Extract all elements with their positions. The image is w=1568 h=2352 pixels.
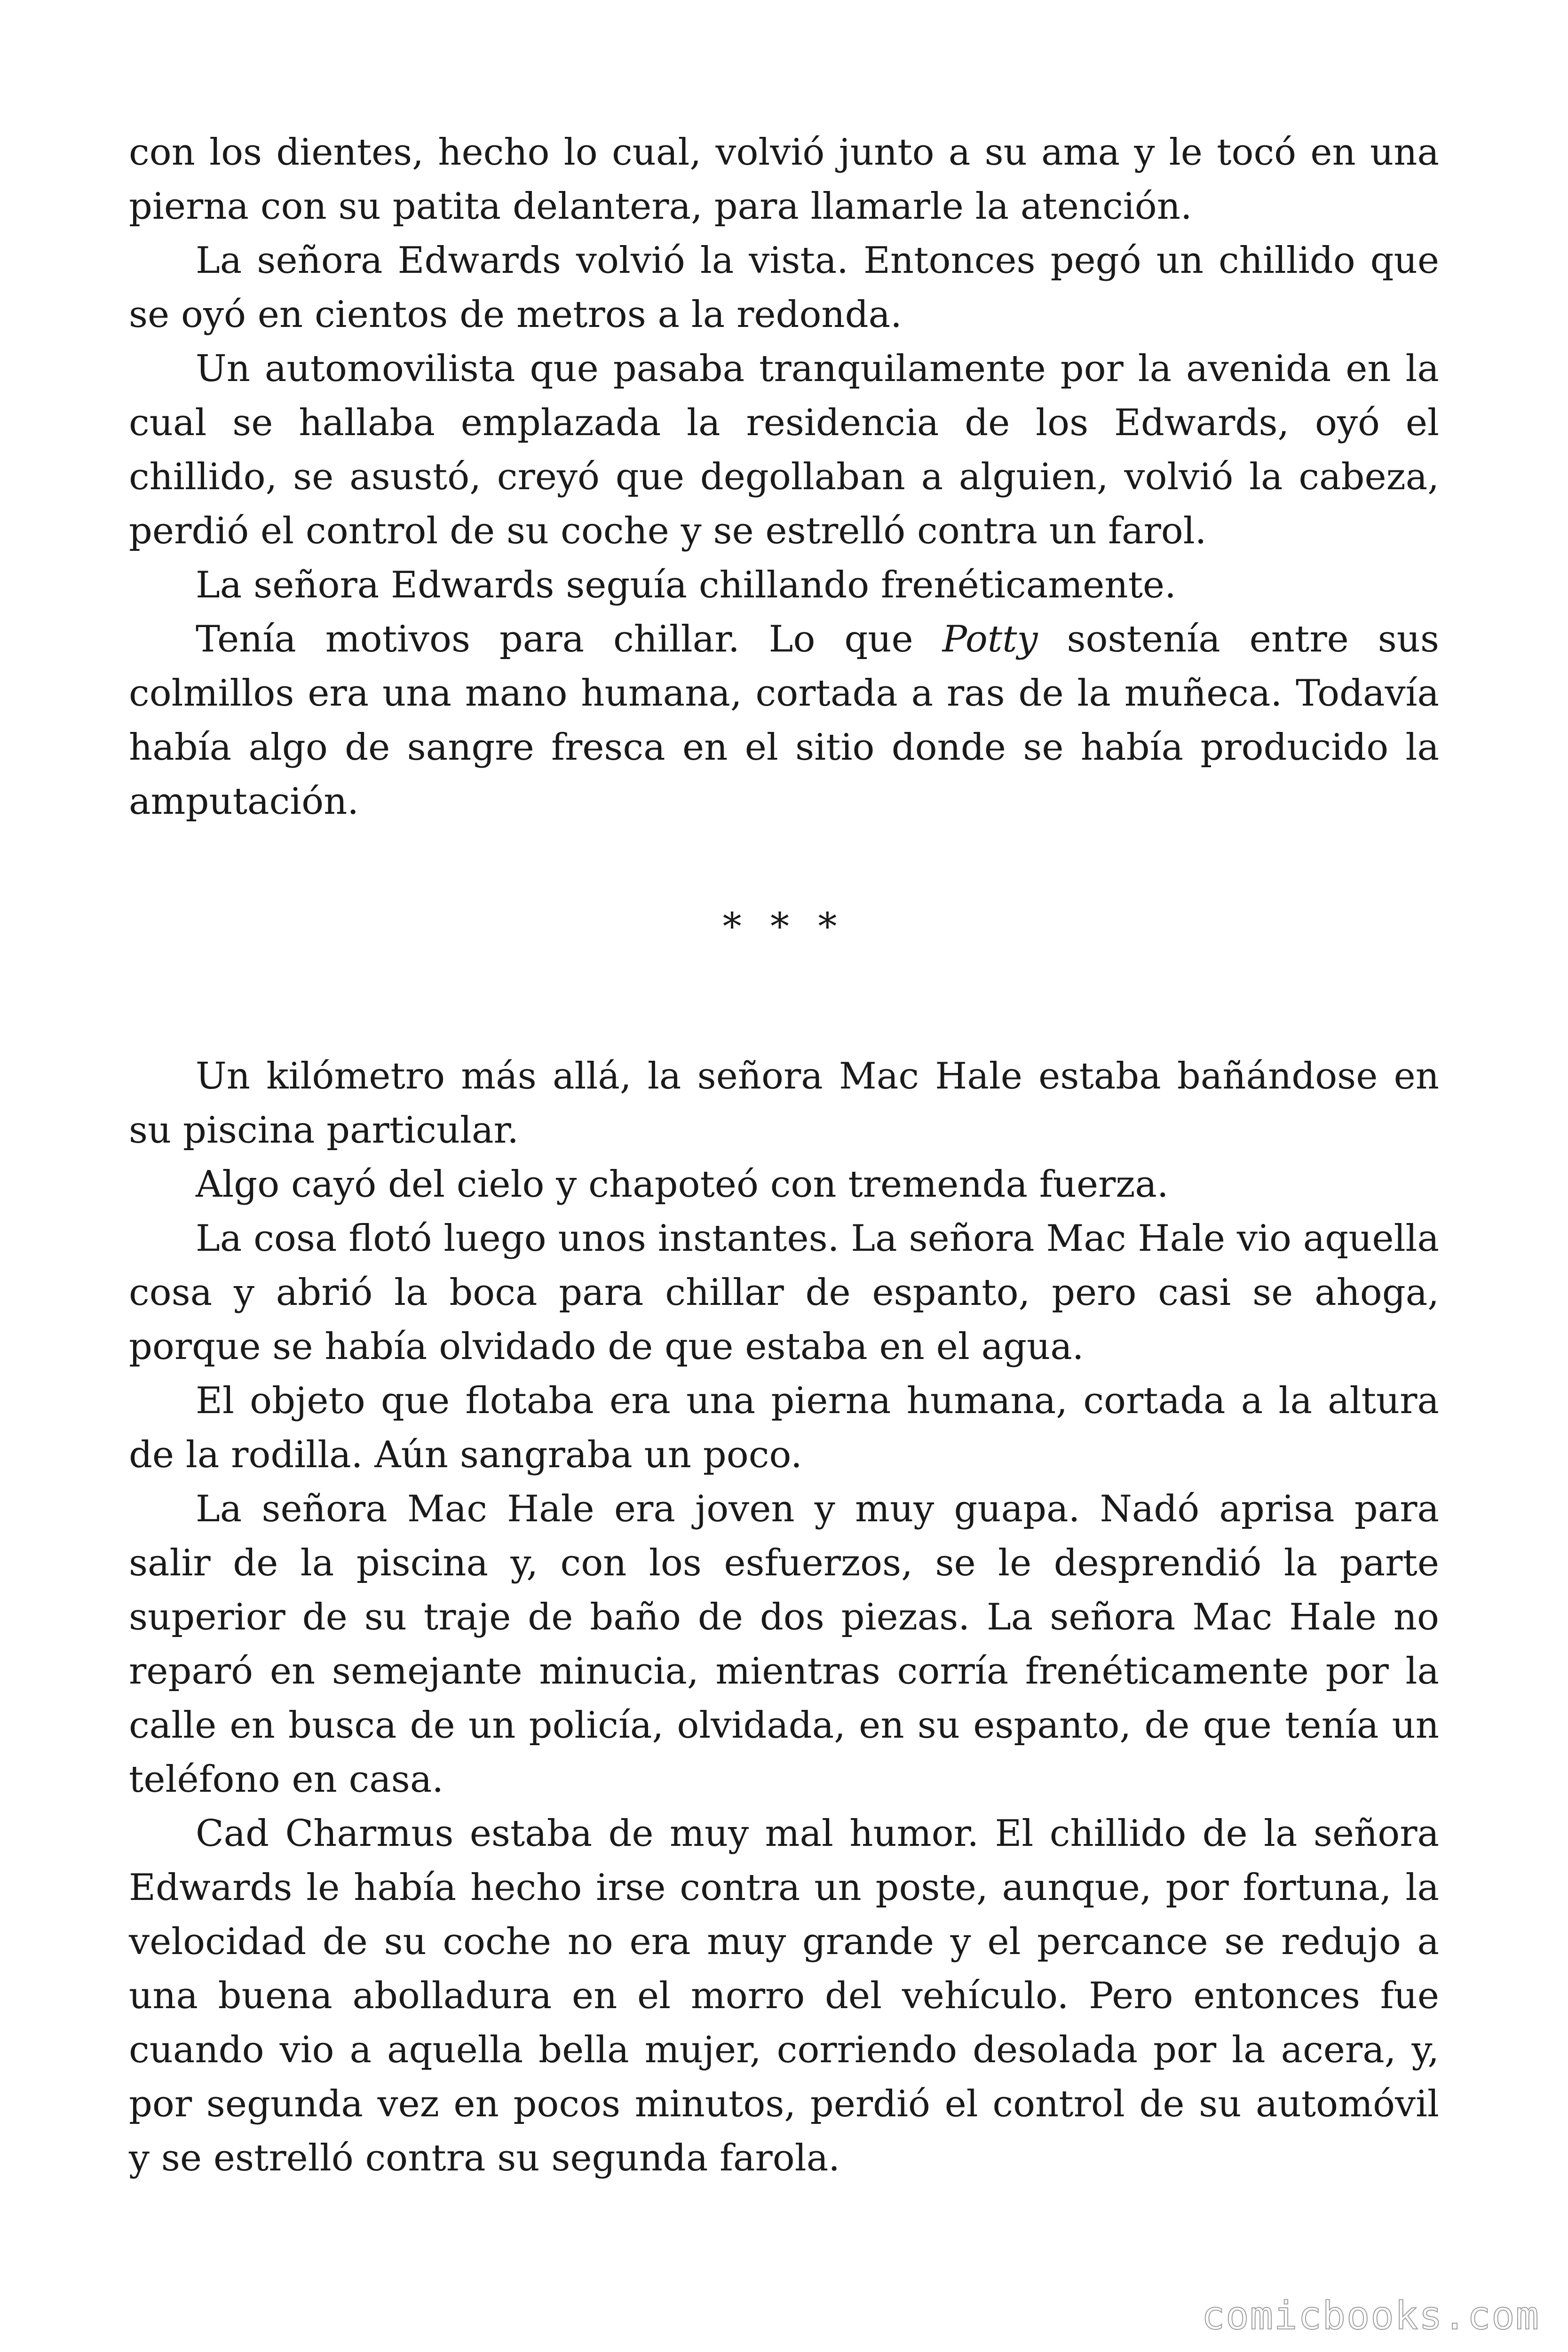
text-block-top	[129, 126, 1439, 829]
section-separator: * * *	[722, 905, 846, 948]
paragraph: La señora Edwards seguía chillando frenéticamente.	[196, 564, 1176, 606]
paragraph: La cosa flotó luego unos instantes. La señora Mac Hale vio aquella cosa y abrió la boca para chillar de espanto, pero casi se ahoga, porque se había olvidado de que estaba en el agua.	[129, 1217, 1439, 1368]
paragraph: con los dientes, hecho lo cual, volvió junto a su ama y le tocó en una pierna con su patita delantera, para llamarle la atención.	[129, 131, 1439, 228]
paragraph-text: sostenía entre sus colmillos era una mano humana, cortada a ras de la muñeca. Todavía había algo de sangre fresca en el sitio donde se había producido la amputación.	[129, 618, 1439, 823]
watermark: comicbooks.com	[1201, 2294, 1540, 2338]
dog-name-italic: Potty	[942, 618, 1038, 660]
text-block-bottom	[129, 1049, 1439, 2185]
paragraph: Cad Charmus estaba de muy mal humor. El chillido de la señora Edwards le había hecho irse contra un poste, aunque, por fortuna, la velocidad de su coche no era muy grande y el percance se redujo a una buena abolladura en el morro del vehículo. Pero entonces fue cuando vio a aquella bella mujer, corriendo desolada por la acera, y, por segunda vez en pocos minutos, perdió el control de su automóvil y se estrelló contra su segunda farola.	[129, 1812, 1439, 2179]
paragraph-text: Tenía motivos para chillar. Lo que	[196, 618, 942, 660]
paragraph-potty	[129, 612, 1439, 829]
paragraph: La señora Mac Hale era joven y muy guapa. Nadó aprisa para salir de la piscina y, con los esfuerzos, se le desprendió la parte superior de su traje de baño de dos piezas. La señora Mac Hale no reparó en semejante minucia, mientras corría frenéticamente por la calle en busca de un policía, olvidada, en su espanto, de que tenía un teléfono en casa.	[129, 1488, 1439, 1801]
paragraph: Un automovilista que pasaba tranquilamente por la avenida en la cual se hallaba emplazada la residencia de los Edwards, oyó el chillido, se asustó, creyó que degollaban a alguien, volvió la cabeza, perdió el control de su coche y se estrelló contra un farol.	[129, 348, 1439, 552]
paragraph: Algo cayó del cielo y chapoteó con tremenda fuerza.	[196, 1163, 1169, 1206]
paragraph: El objeto que flotaba era una pierna humana, cortada a la altura de la rodilla. Aún sangraba un poco.	[129, 1380, 1439, 1476]
paragraph: La señora Edwards volvió la vista. Entonces pegó un chillido que se oyó en cientos de metros a la redonda.	[129, 239, 1439, 336]
paragraph: Un kilómetro más allá, la señora Mac Hale estaba bañándose en su piscina particular.	[129, 1055, 1439, 1152]
